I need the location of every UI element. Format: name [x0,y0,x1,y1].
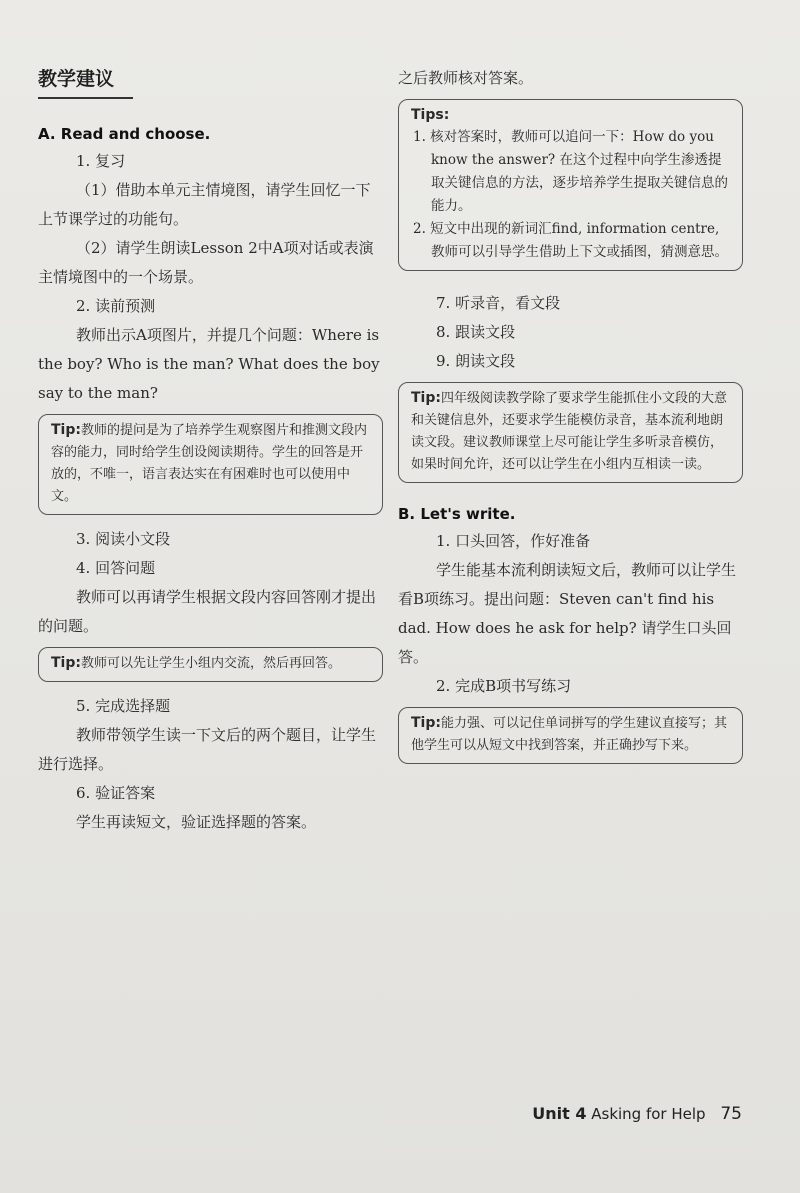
step-6-text: 学生再读短文，验证选择题的答案。 [76,813,317,831]
step-4: 4. 回答问题 [76,559,156,577]
tips-title: Tips: [411,107,450,123]
tip-box-3 [398,382,743,483]
tip-box-1 [38,414,383,515]
tips-box [398,99,743,271]
step-6: 6. 验证答案 [76,784,156,802]
left-column [38,64,383,837]
step-2-text: 教师出示A项图片，并提几个问题：Where is the boy? Who is the man? What does the boy say to the man? [38,326,380,402]
step-7: 7. 听录音，看文段 [436,294,561,312]
step-1: 1. 复习 [76,152,126,170]
tip-label: Tip: [51,655,81,671]
tip-label: Tip: [411,715,441,731]
page-footer [532,1104,742,1124]
page-number: 75 [720,1104,742,1124]
b-step-1: 1. 口头回答，作好准备 [436,532,591,550]
tip-box-2 [38,647,383,682]
b-step-1-text: 学生能基本流利朗读短文后，教师可以让学生看B项练习。提出问题：Steven can't find his dad. How does he ask for help? 请学生口头回答。 [398,561,737,666]
footer-title: Asking for Help [591,1105,706,1123]
tip-label: Tip: [51,422,81,438]
part-a-heading: A. Read and choose. [38,125,211,143]
step-8: 8. 跟读文段 [436,323,516,341]
tips-item-1: 1. 核对答案时，教师可以追问一下：How do you know the answer? 在这个过程中向学生渗透提取关键信息的方法，逐步培养学生提取关键信息的能力。 [413,129,728,214]
step-5-text: 教师带领学生读一下文后的两个题目，让学生进行选择。 [38,726,377,773]
footer-unit: Unit 4 [532,1104,587,1123]
tip-label: Tip: [411,390,441,406]
section-title: 教学建议 [38,64,133,99]
step-9: 9. 朗读文段 [436,352,516,370]
tip-text: 教师的提问是为了培养学生观察图片和推测文段内容的能力，同时给学生创设阅读期待。学生的回答是开放的，不唯一，语言表达实在有困难时也可以使用中文。 [51,423,367,504]
step-3: 3. 阅读小文段 [76,530,171,548]
b-step-2: 2. 完成B项书写练习 [436,677,572,695]
step-5: 5. 完成选择题 [76,697,171,715]
tips-item-2: 2. 短文中出现的新词汇find, information centre, 教师可以引导学生借助上下文或插图，猜测意思。 [413,221,728,260]
tip-text: 四年级阅读教学除了要求学生能抓住小文段的大意和关键信息外，还要求学生能模仿录音，基本流利地朗读文段。建议教师课堂上尽可能让学生多听录音模仿，如果时间允许，还可以让学生在小组内互相读一读。 [411,391,727,472]
step-4-text: 教师可以再请学生根据文段内容回答刚才提出的问题。 [38,588,377,635]
tip-box-4 [398,707,743,764]
step-1-2: （2）请学生朗读Lesson 2中A项对话或表演主情境图中的一个场景。 [38,239,374,286]
continued-text: 之后教师核对答案。 [398,69,534,87]
tip-text: 能力强、可以记住单词拼写的学生建议直接写；其他学生可以从短文中找到答案，并正确抄写下来。 [411,716,727,753]
part-b-heading: B. Let's write. [398,505,516,523]
right-column [398,64,743,774]
step-2: 2. 读前预测 [76,297,156,315]
tip-text: 教师可以先让学生小组内交流，然后再回答。 [80,656,341,671]
step-1-1: （1）借助本单元主情境图，请学生回忆一下上节课学过的功能句。 [38,181,371,228]
